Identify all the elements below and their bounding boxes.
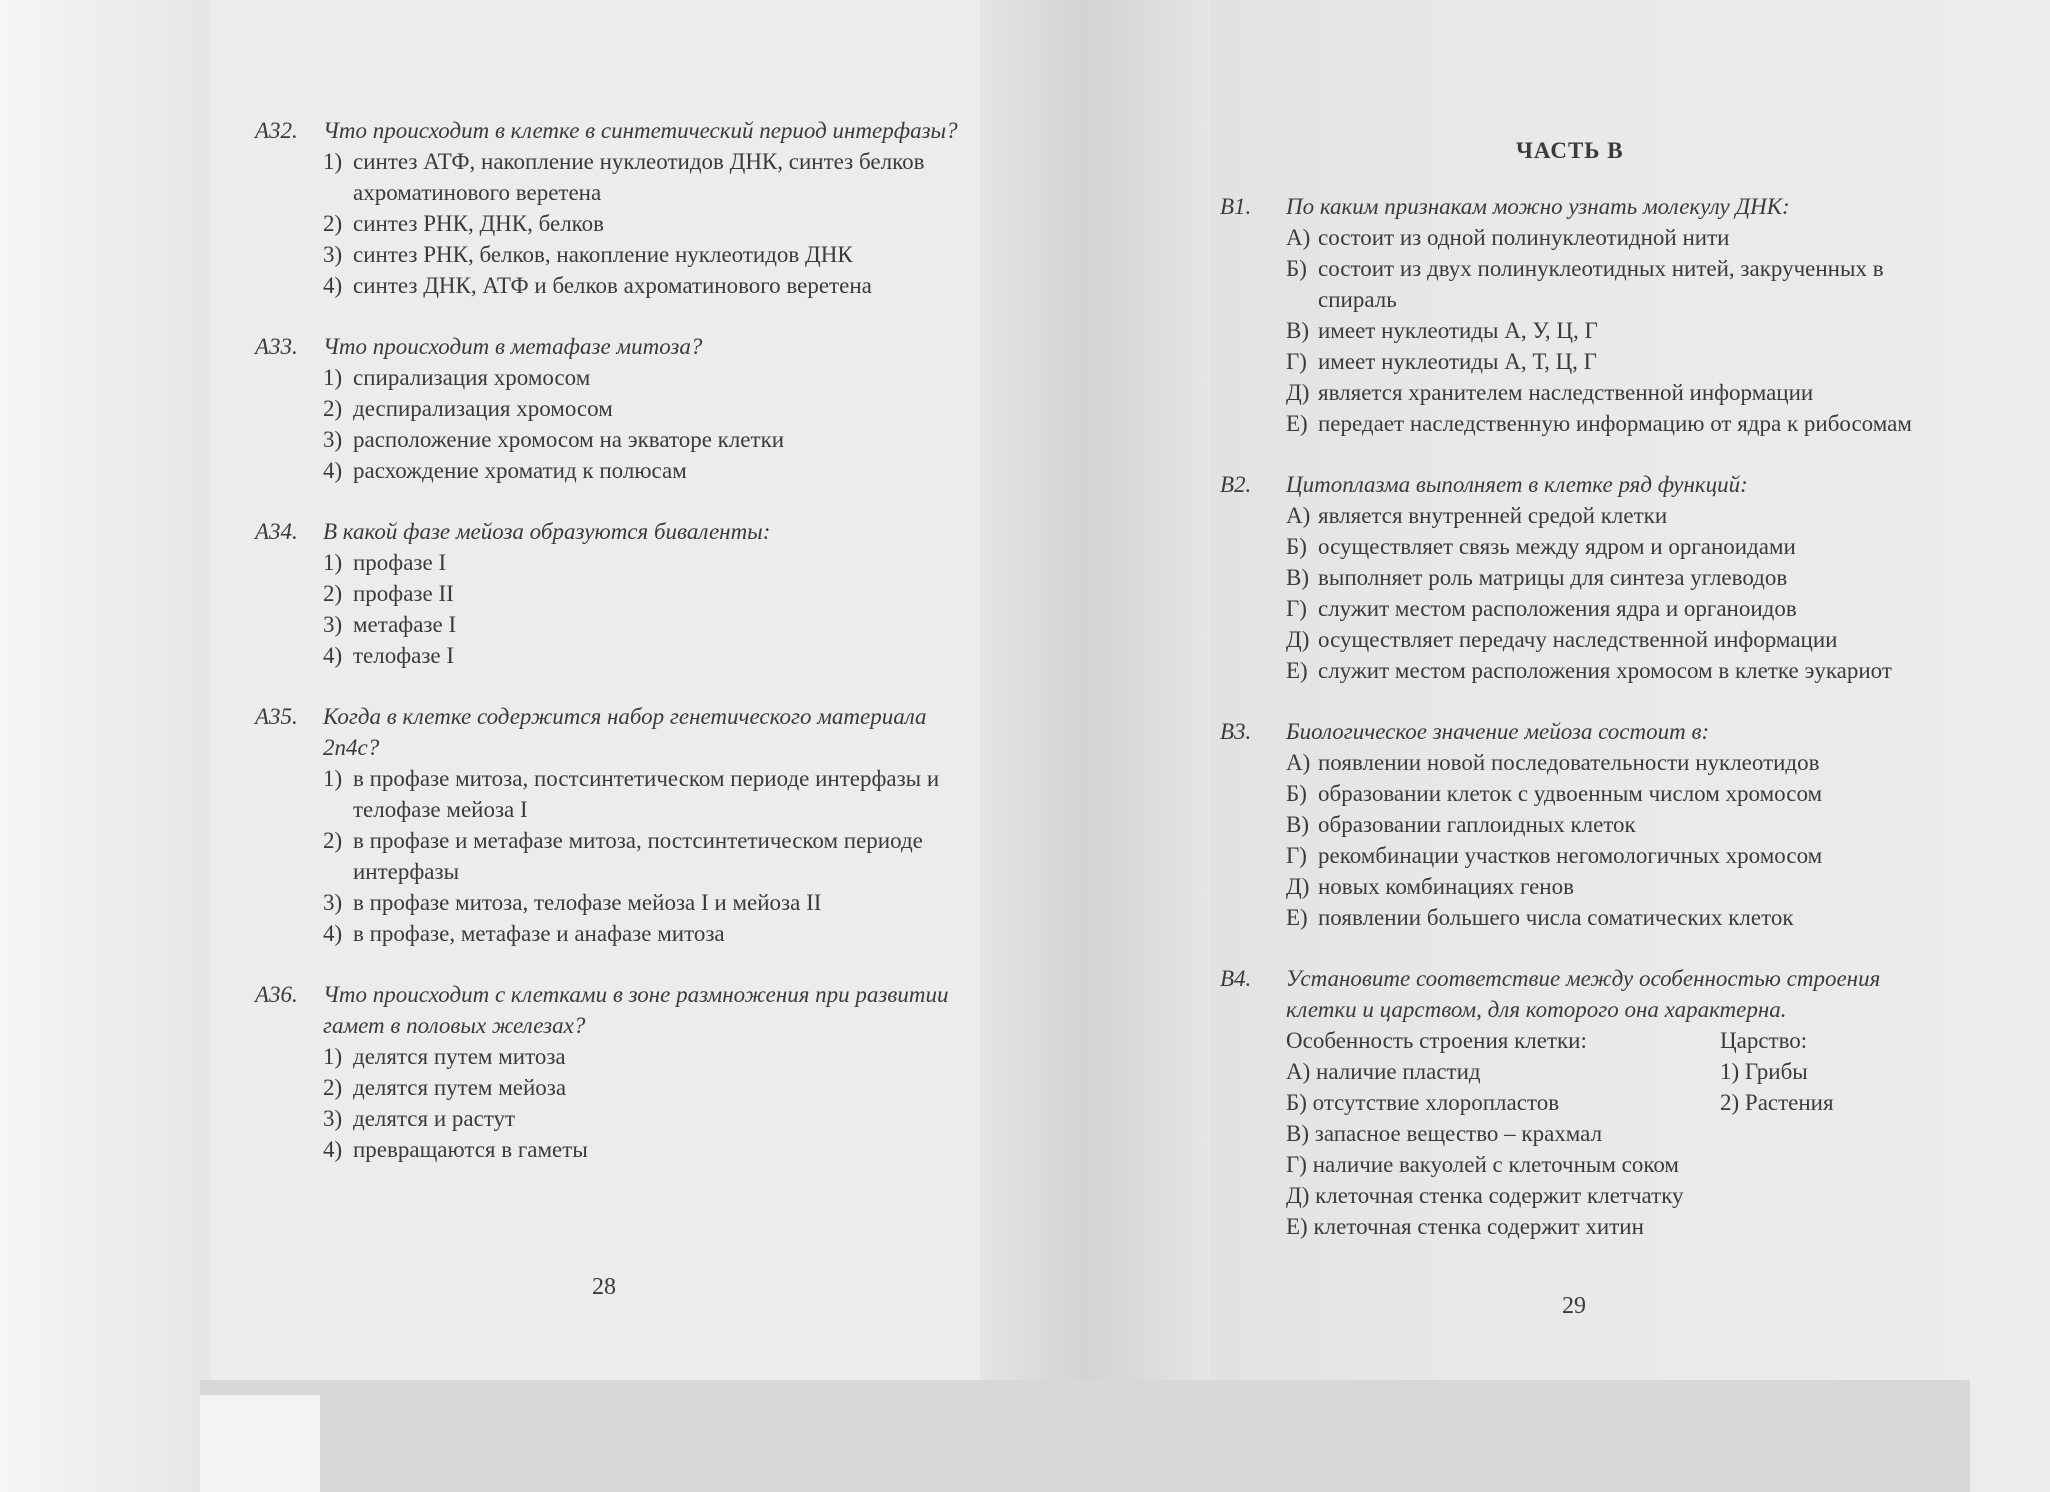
option: Е) служит местом расположения хромосом в клетке эукариот — [1286, 658, 1892, 683]
question-number: В1. — [1220, 194, 1252, 219]
question-b4 — [1220, 963, 1932, 1242]
option: Г) имеет нуклеотиды А, Т, Ц, Г — [1286, 349, 1597, 374]
option: 2) профазе II — [323, 581, 454, 606]
kingdom-item: 2) Растения — [1720, 1090, 1834, 1115]
feature-item: А) наличие пластид — [1286, 1059, 1481, 1084]
option: 4) телофазе I — [323, 643, 455, 668]
page-number-right: 29 — [1562, 1293, 1586, 1319]
options-list — [1286, 747, 1932, 933]
left-page — [255, 115, 967, 1165]
kingdoms-header: Царство: — [1720, 1028, 1808, 1053]
option: 3) делятся и растут — [323, 1106, 516, 1131]
options-list — [323, 763, 967, 949]
question-number: А33. — [255, 334, 298, 359]
question-text: Биологическое значение мейоза состоит в: — [1286, 719, 1710, 744]
question-number: А35. — [255, 704, 298, 729]
question-number: А36. — [255, 982, 298, 1007]
option: 4) расхождение хроматид к полюсам — [323, 458, 687, 483]
scan-bottom-border — [200, 1380, 1970, 1492]
option: 4) в профазе, метафазе и анафазе митоза — [323, 921, 725, 946]
question-b3 — [1220, 716, 1932, 933]
option: 1) профазе I — [323, 550, 447, 575]
question-a32 — [255, 115, 967, 301]
option: Б) состоит из двух полинуклеотидных нитей, закрученных в спираль — [1286, 256, 1884, 312]
question-number: В2. — [1220, 472, 1252, 497]
question-b1 — [1220, 191, 1932, 439]
option: В) выполняет роль матрицы для синтеза углеводов — [1286, 565, 1788, 590]
options-list — [323, 1041, 967, 1165]
option: 4) превращаются в гаметы — [323, 1137, 588, 1162]
features-header: Особенность строения клетки: — [1286, 1028, 1587, 1053]
kingdoms-column — [1720, 1025, 1932, 1242]
option: 3) в профазе митоза, телофазе мейоза I и мейоза II — [323, 890, 822, 915]
question-number: В4. — [1220, 966, 1252, 991]
option: 3) расположение хромосом на экваторе клетки — [323, 427, 785, 452]
section-heading: ЧАСТЬ В — [1516, 138, 1624, 163]
option: В) образовании гаплоидных клеток — [1286, 812, 1636, 837]
option: 4) синтез ДНК, АТФ и белков ахроматинового веретена — [323, 273, 872, 298]
option: 2) в профазе и метафазе митоза, постсинтетическом периоде интерфазы — [323, 828, 923, 884]
question-number: А34. — [255, 519, 298, 544]
options-list — [1286, 222, 1932, 439]
question-a35 — [255, 701, 967, 949]
feature-item: Е) клеточная стенка содержит хитин — [1286, 1214, 1644, 1239]
option: Г) рекомбинации участков негомологичных хромосом — [1286, 843, 1823, 868]
option: А) состоит из одной полинуклеотидной нити — [1286, 225, 1730, 250]
question-text: Когда в клетке содержится набор генетического материала 2n4c? — [323, 704, 927, 760]
question-text: Что происходит в клетке в синтетический период интерфазы? — [323, 118, 958, 143]
question-number: В3. — [1220, 719, 1252, 744]
feature-item: Д) клеточная стенка содержит клетчатку — [1286, 1183, 1684, 1208]
question-text: Установите соответствие между особенностью строения клетки и царством, для которого она характерна. — [1286, 966, 1881, 1022]
option: Д) новых комбинациях генов — [1286, 874, 1574, 899]
option: 2) синтез РНК, ДНК, белков — [323, 211, 605, 236]
option: Е) появлении большего числа соматических клеток — [1286, 905, 1794, 930]
book-spine-shadow — [980, 0, 1210, 1492]
feature-item: Б) отсутствие хлоропластов — [1286, 1090, 1560, 1115]
option: 3) метафазе I — [323, 612, 457, 637]
options-list — [323, 547, 967, 671]
option: Г) служит местом расположения ядра и органоидов — [1286, 596, 1797, 621]
question-a33 — [255, 331, 967, 486]
matching-table — [1286, 1025, 1932, 1242]
question-number: А32. — [255, 118, 298, 143]
question-b2 — [1220, 469, 1932, 686]
kingdom-item: 1) Грибы — [1720, 1059, 1808, 1084]
scan-bottom-light-patch — [200, 1395, 320, 1492]
page-edge-shade — [0, 0, 210, 1492]
feature-item: В) запасное вещество – крахмал — [1286, 1121, 1603, 1146]
option: Б) образовании клеток с удвоенным числом хромосом — [1286, 781, 1823, 806]
option: Д) является хранителем наследственной информации — [1286, 380, 1814, 405]
question-text: Цитоплазма выполняет в клетке ряд функций: — [1286, 472, 1748, 497]
feature-item: Г) наличие вакуолей с клеточным соком — [1286, 1152, 1679, 1177]
option: 2) деспирализация хромосом — [323, 396, 613, 421]
options-list — [323, 146, 967, 301]
question-a36 — [255, 979, 967, 1165]
option: 2) делятся путем мейоза — [323, 1075, 567, 1100]
page-number-left: 28 — [592, 1274, 616, 1300]
features-column — [1286, 1025, 1720, 1242]
question-a34 — [255, 516, 967, 671]
option: 1) делятся путем митоза — [323, 1044, 566, 1069]
option: 1) синтез АТФ, накопление нуклеотидов ДНК, синтез белков ахроматинового веретена — [323, 149, 925, 205]
option: Е) передает наследственную информацию от ядра к рибосомам — [1286, 411, 1912, 436]
option: 1) спирализация хромосом — [323, 365, 591, 390]
option: 1) в профазе митоза, постсинтетическом периоде интерфазы и телофазе мейоза I — [323, 766, 940, 822]
options-list — [1286, 500, 1932, 686]
option: Д) осуществляет передачу наследственной информации — [1286, 627, 1838, 652]
option: Б) осуществляет связь между ядром и органоидами — [1286, 534, 1796, 559]
option: 3) синтез РНК, белков, накопление нуклеотидов ДНК — [323, 242, 853, 267]
question-text: В какой фазе мейоза образуются биваленты: — [323, 519, 771, 544]
option: А) является внутренней средой клетки — [1286, 503, 1668, 528]
question-text: Что происходит с клетками в зоне размножения при развитии гамет в половых железах? — [323, 982, 949, 1038]
options-list — [323, 362, 967, 486]
option: А) появлении новой последовательности нуклеотидов — [1286, 750, 1820, 775]
question-text: По каким признакам можно узнать молекулу ДНК: — [1286, 194, 1790, 219]
question-text: Что происходит в метафазе митоза? — [323, 334, 703, 359]
option: В) имеет нуклеотиды А, У, Ц, Г — [1286, 318, 1598, 343]
right-page — [1220, 135, 1932, 1242]
